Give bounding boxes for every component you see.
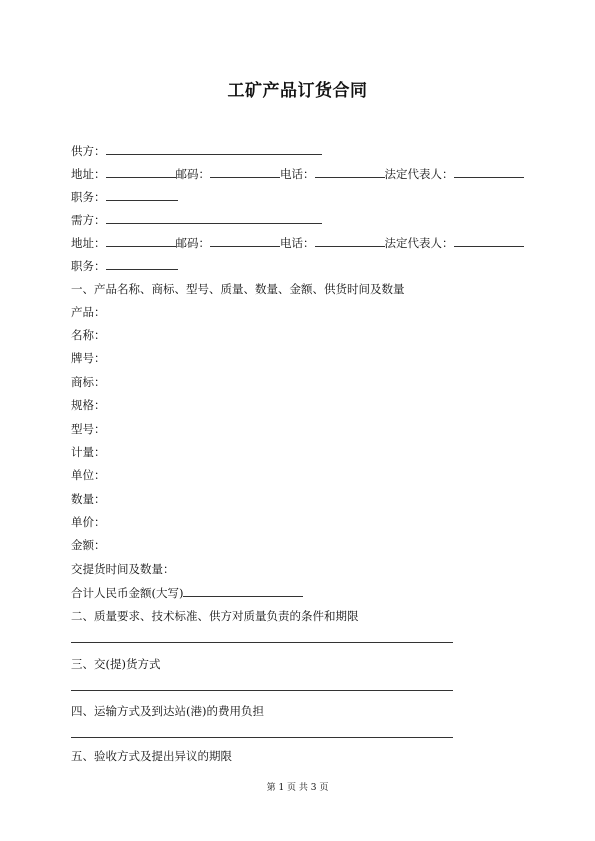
supplier-postcode-label: 邮码：: [175, 167, 210, 181]
buyer-phone-label: 电话：: [280, 236, 315, 250]
buyer-blank: [106, 211, 322, 224]
buyer-phone-blank: [315, 234, 385, 247]
supplier-position-blank: [106, 188, 178, 201]
supplier-phone-label: 电话：: [280, 167, 315, 181]
buyer-address-label: 地址：: [71, 236, 106, 250]
field-measure: 计量：: [71, 445, 106, 459]
supplier-contact-line: [71, 165, 524, 182]
section-3-line: [71, 678, 453, 695]
buyer-postcode-blank: [210, 234, 280, 247]
field-quantity: 数量：: [71, 492, 106, 506]
total-amount-label: 合计人民币金额(大写): [71, 586, 184, 600]
buyer-address-blank: [106, 234, 176, 247]
buyer-line: [71, 211, 322, 228]
field-brand: 牌号：: [71, 351, 106, 365]
field-product: 产品：: [71, 305, 106, 319]
section-4-line: [71, 725, 453, 742]
buyer-label: 需方：: [71, 213, 106, 227]
supplier-label: 供方：: [71, 144, 106, 158]
supplier-phone-blank: [315, 165, 385, 178]
document-title: 工矿产品订货合同: [227, 81, 368, 101]
field-delivery-time: 交提货时间及数量：: [71, 562, 175, 576]
buyer-position-label: 职务：: [71, 259, 106, 273]
field-unit: 单位：: [71, 468, 106, 482]
buyer-contact-line: [71, 234, 524, 251]
supplier-position-label: 职务：: [71, 190, 106, 204]
buyer-position-line: [71, 257, 178, 274]
section-2-blank: [71, 630, 453, 643]
page-number-footer: 第 1 页 共 3 页: [266, 783, 329, 793]
section-2-line: [71, 630, 453, 647]
field-spec: 规格：: [71, 398, 106, 412]
section-4-blank: [71, 725, 453, 738]
section-1-heading: 一、产品名称、商标、型号、质量、数量、金额、供货时间及数量: [71, 282, 405, 296]
section-3-blank: [71, 678, 453, 691]
supplier-postcode-blank: [210, 165, 280, 178]
field-unit-price: 单价：: [71, 515, 106, 529]
supplier-legal-rep-blank: [454, 165, 524, 178]
section-5-heading: 五、验收方式及提出异议的期限: [71, 749, 232, 763]
total-amount-line: [71, 584, 303, 601]
section-4-heading: 四、运输方式及到达站(港)的费用负担: [71, 704, 264, 718]
supplier-legal-rep-label: 法定代表人：: [384, 167, 454, 181]
field-trademark: 商标：: [71, 375, 106, 389]
supplier-line: [71, 142, 322, 159]
section-2-heading: 二、质量要求、技术标准、供方对质量负责的条件和期限: [71, 609, 359, 623]
field-model: 型号：: [71, 422, 106, 436]
section-3-heading: 三、交(提)货方式: [71, 657, 161, 671]
total-amount-blank: [183, 584, 303, 597]
field-name: 名称：: [71, 328, 106, 342]
supplier-address-label: 地址：: [71, 167, 106, 181]
buyer-position-blank: [106, 257, 178, 270]
buyer-legal-rep-label: 法定代表人：: [384, 236, 454, 250]
buyer-postcode-label: 邮码：: [175, 236, 210, 250]
supplier-position-line: [71, 188, 178, 205]
field-amount: 金额：: [71, 538, 106, 552]
buyer-legal-rep-blank: [454, 234, 524, 247]
supplier-address-blank: [106, 165, 176, 178]
supplier-blank: [106, 142, 322, 155]
